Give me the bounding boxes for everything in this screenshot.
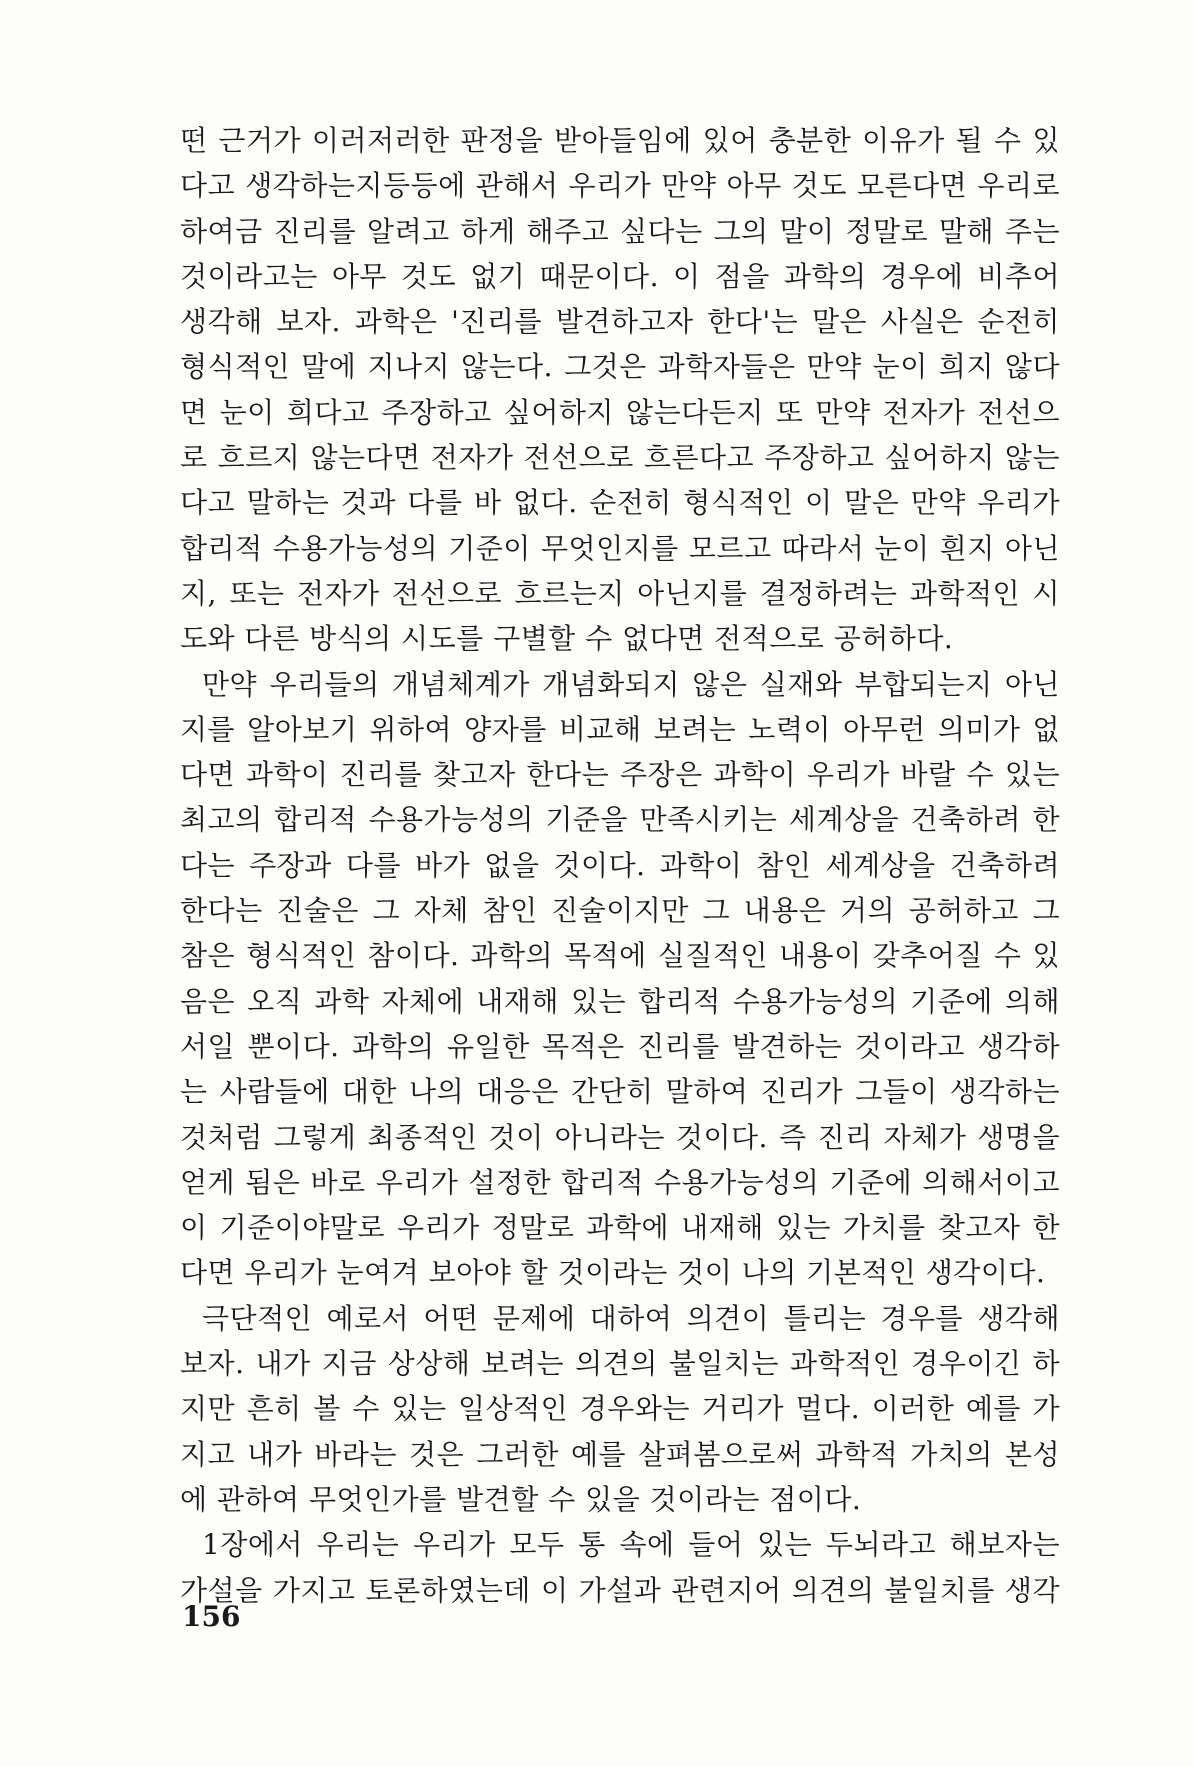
paragraph-start-line: 1장에서 우리는 우리가 모두 통 속에 들어 있는 두뇌라고 해보자는 (202, 1528, 1060, 1562)
text-line: 지고 내가 바라는 것은 그러한 예를 살펴봄으로써 과학적 가치의 본성 (180, 1437, 1060, 1471)
text-line: 지를 알아보기 위하여 양자를 비교해 보려는 노력이 아무런 의미가 없 (180, 712, 1060, 746)
text-line: 다고 생각하는지등등에 관해서 우리가 만약 아무 것도 모른다면 우리로 (180, 169, 1060, 203)
paragraph-start-line: 극단적인 예로서 어떤 문제에 대하여 의견이 틀리는 경우를 생각해 (202, 1301, 1060, 1335)
text-line: 서일 뿐이다. 과학의 유일한 목적은 진리를 발견하는 것이라고 생각하 (180, 1029, 1060, 1063)
text-line: 것이라고는 아무 것도 없기 때문이다. 이 점을 과학의 경우에 비추어 (180, 259, 1060, 293)
text-line: 다는 주장과 다를 바가 없을 것이다. 과학이 참인 세계상을 건축하려 (180, 848, 1060, 882)
text-line: 로 흐르지 않는다면 전자가 전선으로 흐른다고 주장하고 싶어하지 않는 (180, 441, 1060, 475)
text-line: 이 기준이야말로 우리가 정말로 과학에 내재해 있는 가치를 찾고자 한 (180, 1211, 1060, 1245)
text-line: 얻게 됨은 바로 우리가 설정한 합리적 수용가능성의 기준에 의해서이고 (180, 1165, 1060, 1199)
text-line: 가설을 가지고 토론하였는데 이 가설과 관련지어 의견의 불일치를 생각 (180, 1573, 1060, 1607)
text-line: 형식적인 말에 지나지 않는다. 그것은 과학자들은 만약 눈이 희지 않다 (180, 350, 1060, 384)
text-line: 지, 또는 전자가 전선으로 흐르는지 아닌지를 결정하려는 과학적인 시 (180, 576, 1060, 610)
body-text (180, 118, 1060, 1613)
page-number: 156 (182, 1600, 241, 1633)
text-line: 면 눈이 희다고 주장하고 싶어하지 않는다든지 또 만약 전자가 전선으 (180, 395, 1060, 429)
text-line: 는 사람들에 대한 나의 대응은 간단히 말하여 진리가 그들이 생각하는 (180, 1075, 1060, 1109)
text-line: 생각해 보자. 과학은 '진리를 발견하고자 한다'는 말은 사실은 순전히 (180, 305, 1060, 339)
text-line: 보자. 내가 지금 상상해 보려는 의견의 불일치는 과학적인 경우이긴 하 (180, 1347, 1060, 1381)
text-line: 하여금 진리를 알려고 하게 해주고 싶다는 그의 말이 정말로 말해 주는 (180, 214, 1060, 248)
text-line: 지만 흔히 볼 수 있는 일상적인 경우와는 거리가 멀다. 이러한 예를 가 (180, 1392, 1060, 1426)
text-line: 에 관하여 무엇인가를 발견할 수 있을 것이라는 점이다. (180, 1482, 862, 1516)
text-line: 도와 다른 방식의 시도를 구별할 수 없다면 전적으로 공허하다. (180, 622, 954, 656)
text-line: 것처럼 그렇게 최종적인 것이 아니라는 것이다. 즉 진리 자체가 생명을 (180, 1120, 1060, 1154)
text-line: 음은 오직 과학 자체에 내재해 있는 합리적 수용가능성의 기준에 의해 (180, 984, 1060, 1018)
text-line: 합리적 수용가능성의 기준이 무엇인지를 모르고 따라서 눈이 흰지 아닌 (180, 531, 1060, 565)
text-line: 떤 근거가 이러저러한 판정을 받아들임에 있어 충분한 이유가 될 수 있 (180, 124, 1060, 157)
text-line: 다면 우리가 눈여겨 보아야 할 것이라는 것이 나의 기본적인 생각이다. (180, 1256, 1046, 1290)
text-line: 참은 형식적인 참이다. 과학의 목적에 실질적인 내용이 갖추어질 수 있 (180, 939, 1060, 973)
text-line: 최고의 합리적 수용가능성의 기준을 만족시키는 세계상을 건축하려 한 (180, 803, 1060, 837)
text-line: 다고 말하는 것과 다를 바 없다. 순전히 형식적인 이 말은 만약 우리가 (180, 486, 1060, 520)
text-line: 다면 과학이 진리를 찾고자 한다는 주장은 과학이 우리가 바랄 수 있는 (180, 758, 1060, 792)
text-line: 한다는 진술은 그 자체 참인 진술이지만 그 내용은 거의 공허하고 그 (180, 894, 1060, 928)
paragraph-start-line: 만약 우리들의 개념체계가 개념화되지 않은 실재와 부합되는지 아닌 (202, 667, 1060, 701)
